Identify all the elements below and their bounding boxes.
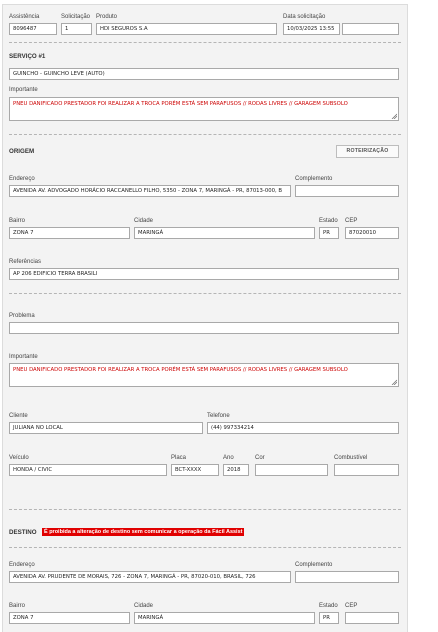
produto-field[interactable]: HDI SEGUROS S.A — [96, 23, 277, 35]
cliente-field[interactable]: JULIANA NO LOCAL — [9, 422, 203, 434]
importante-label: Importante — [9, 354, 38, 360]
bairro-label: Bairro — [9, 218, 26, 224]
endereco-label: Endereço — [9, 176, 35, 182]
cep-label: CEP — [345, 603, 358, 609]
origem-title: ORIGEM — [9, 148, 35, 155]
endereco-field[interactable]: AVENIDA AV. PRUDENTE DE MORAIS, 726 - ZONA 7, MARINGÁ - PR, 87020-010, BRASIL, 726 — [9, 571, 291, 583]
destino-title: DESTINO — [9, 529, 37, 536]
assistencia-field[interactable]: 8096487 — [9, 23, 57, 35]
estado-label: Estado — [319, 218, 338, 224]
cidade-field[interactable]: MARINGÁ — [134, 227, 315, 239]
divider — [9, 293, 401, 294]
cidade-label: Cidade — [134, 603, 154, 609]
referencias-field[interactable]: AP 206 EDIFICIO TERRA BRASILI — [9, 268, 399, 280]
referencias-label: Referências — [9, 259, 42, 265]
data-solicitacao-field[interactable]: 10/03/2025 13:55 — [283, 23, 340, 35]
importante-textarea[interactable] — [9, 97, 399, 121]
cep-field[interactable]: 87020010 — [345, 227, 399, 239]
produto-label: Produto — [96, 14, 118, 20]
importante-label: Importante — [9, 87, 38, 93]
resize-grip-icon[interactable] — [391, 379, 397, 385]
complemento-field[interactable] — [295, 571, 399, 583]
ano-field[interactable]: 2018 — [223, 464, 249, 476]
cliente-label: Cliente — [9, 413, 28, 419]
veiculo-field[interactable]: HONDA / CIVIC — [9, 464, 167, 476]
divider — [9, 509, 401, 510]
importante-text: PNEU DANIFICADO PRESTADOR FOI REALIZAR A TROCA PORÉM ESTÁ SEM PARAFUSOS // RODAS LIVRES // GARAGEM SUBSOLO — [13, 367, 348, 373]
telefone-field[interactable]: (44) 997334214 — [207, 422, 399, 434]
importante-textarea[interactable] — [9, 363, 399, 387]
complemento-label: Complemento — [295, 562, 333, 568]
divider — [9, 134, 401, 135]
combustivel-field[interactable] — [334, 464, 399, 476]
resize-grip-icon[interactable] — [391, 113, 397, 119]
placa-label: Placa — [171, 455, 187, 461]
telefone-label: Telefone — [207, 413, 230, 419]
solicitacao-label: Solicitação — [61, 14, 91, 20]
endereco-label: Endereço — [9, 562, 35, 568]
cor-field[interactable] — [255, 464, 328, 476]
estado-field[interactable]: PR — [319, 227, 339, 239]
destino-warning-badge: É proibida a alteração de destino sem comunicar a operação da Fácil Assist — [44, 529, 243, 535]
estado-label: Estado — [319, 603, 338, 609]
placa-field[interactable]: BCT-XXXX — [171, 464, 219, 476]
complemento-field[interactable] — [295, 185, 399, 197]
form-panel — [2, 4, 408, 632]
cidade-field[interactable]: MARINGÁ — [134, 612, 315, 624]
endereco-field[interactable]: AVENIDA AV. ADVOGADO HORÁCIO RACCANELLO FILHO, 5350 - ZONA 7, MARINGÁ - PR, 87013-000, B — [9, 185, 291, 197]
servico-field[interactable]: GUINCHO - GUINCHO LEVE (AUTO) — [9, 68, 399, 80]
problema-field[interactable] — [9, 322, 399, 334]
divider — [9, 42, 401, 43]
complemento-label: Complemento — [295, 176, 333, 182]
assistencia-label: Assistência — [9, 14, 40, 20]
bairro-label: Bairro — [9, 603, 26, 609]
bairro-field[interactable]: ZONA 7 — [9, 227, 130, 239]
importante-text: PNEU DANIFICADO PRESTADOR FOI REALIZAR A TROCA PORÉM ESTÁ SEM PARAFUSOS // RODAS LIVRES // GARAGEM SUBSOLO — [13, 101, 348, 107]
cor-label: Cor — [255, 455, 265, 461]
data-solicitacao-label: Data solicitação — [283, 14, 326, 20]
ano-label: Ano — [223, 455, 234, 461]
cep-label: CEP — [345, 218, 358, 224]
data-extra-field[interactable] — [342, 23, 399, 35]
cep-field[interactable] — [345, 612, 399, 624]
roteirizacao-button[interactable]: ROTEIRIZAÇÃO — [336, 145, 399, 158]
estado-field[interactable]: PR — [319, 612, 339, 624]
cidade-label: Cidade — [134, 218, 154, 224]
solicitacao-field[interactable]: 1 — [61, 23, 92, 35]
combustivel-label: Combustível — [334, 455, 368, 461]
bairro-field[interactable]: ZONA 7 — [9, 612, 130, 624]
servico-title: SERVIÇO #1 — [9, 53, 46, 60]
veiculo-label: Veículo — [9, 455, 29, 461]
divider — [9, 547, 401, 548]
problema-label: Problema — [9, 313, 35, 319]
